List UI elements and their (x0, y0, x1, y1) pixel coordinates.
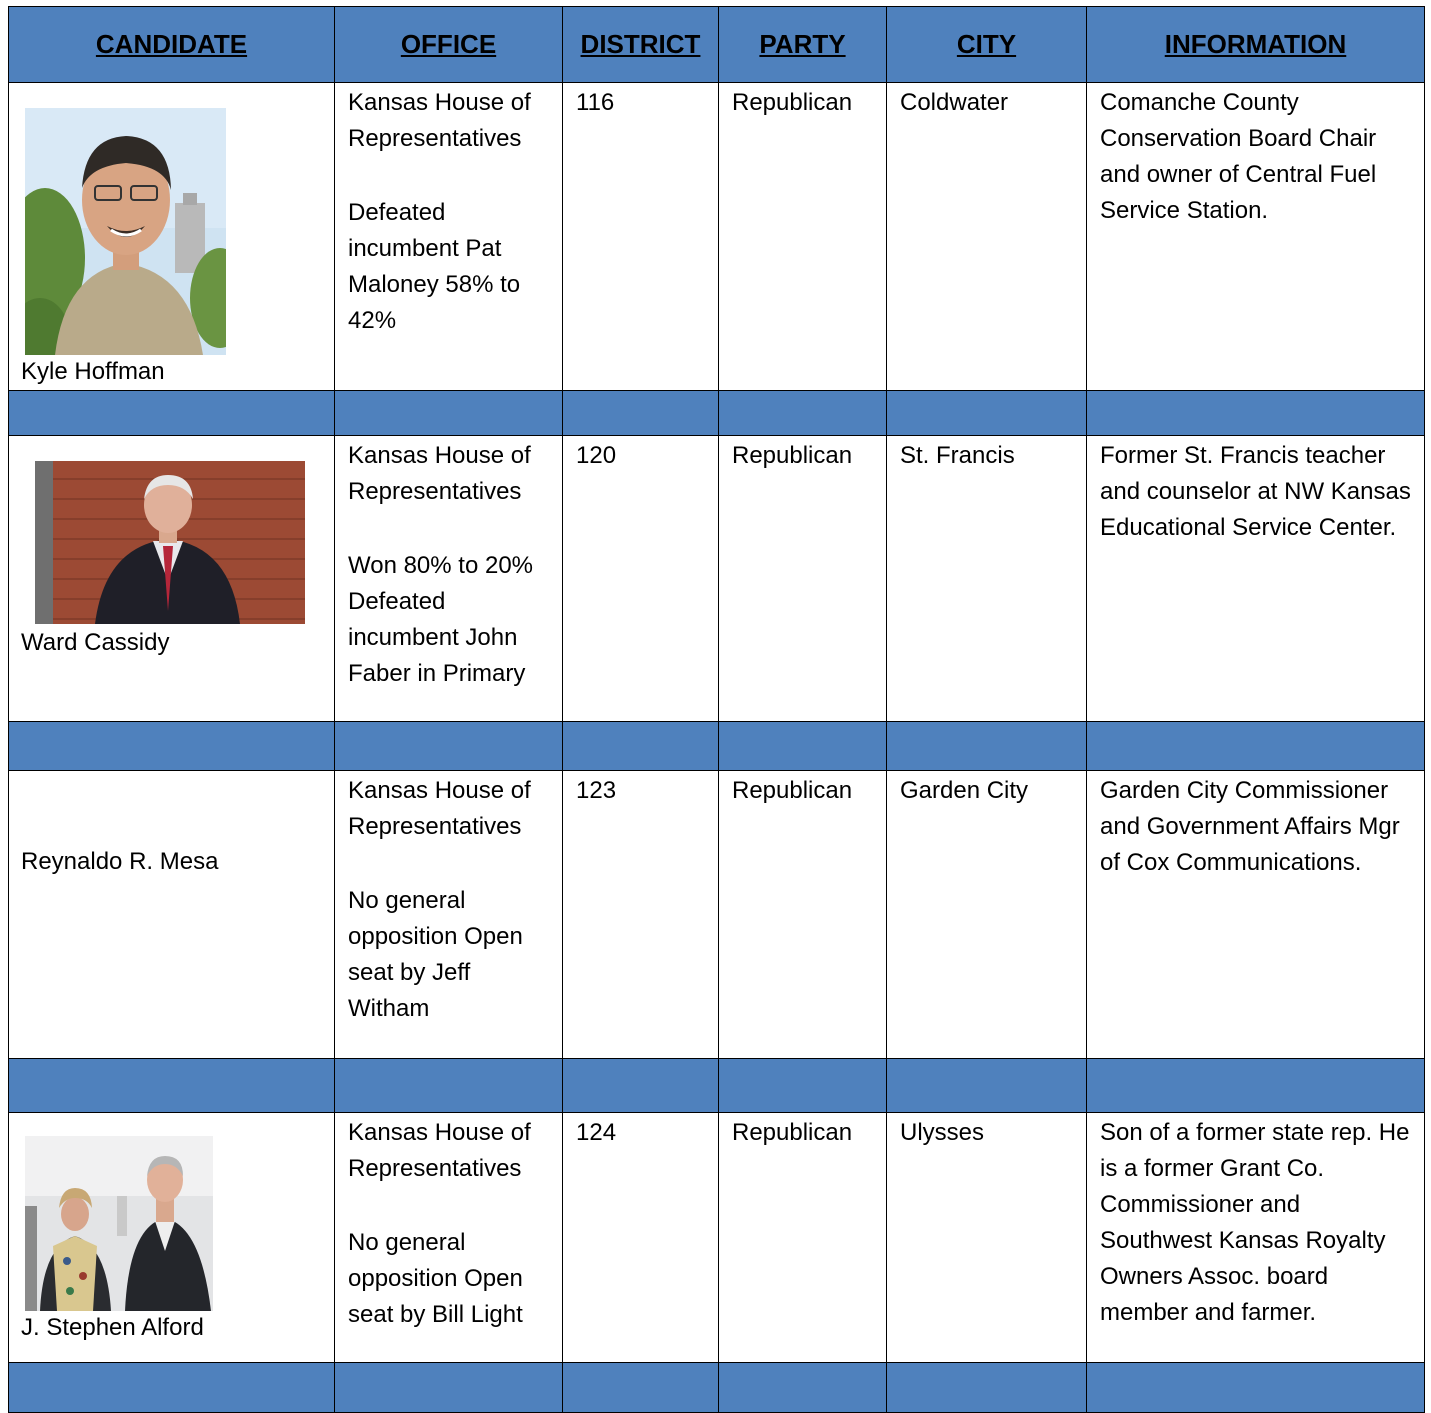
office-note: Won 80% to 20% Defeated incumbent John Faber in Primary (348, 552, 534, 687)
information-cell (1087, 436, 1425, 722)
city-value: Ulysses (900, 1119, 985, 1146)
city-value: Coldwater (900, 89, 1009, 116)
city-cell (887, 1113, 1087, 1363)
office-cell (335, 83, 563, 391)
city-cell (887, 83, 1087, 391)
candidate-photo (25, 1136, 213, 1311)
information-value: Former St. Francis teacher and counselor at NW Kansas Educational Service Center. (1100, 442, 1411, 541)
office-cell (335, 771, 563, 1059)
party-value: Republican (732, 777, 853, 804)
separator-row (9, 722, 1425, 771)
district-value: 120 (576, 442, 617, 469)
header-row (9, 7, 1425, 83)
office-note: Defeated incumbent Pat Maloney 58% to 42% (348, 199, 521, 334)
candidate-cell (9, 83, 335, 391)
party-cell (719, 771, 887, 1059)
office-title: Kansas House of Representatives (348, 442, 531, 505)
office-cell (335, 1113, 563, 1363)
party-cell (719, 83, 887, 391)
header-candidate[interactable]: CANDIDATE (9, 7, 335, 83)
header-district[interactable]: DISTRICT (563, 7, 719, 83)
candidate-photo (35, 461, 305, 624)
header-office[interactable]: OFFICE (335, 7, 563, 83)
information-value: Garden City Commissioner and Government Affairs Mgr of Cox Communications. (1100, 777, 1400, 876)
district-value: 123 (576, 777, 617, 804)
office-cell (335, 436, 563, 722)
office-title: Kansas House of Representatives (348, 777, 531, 840)
city-cell (887, 436, 1087, 722)
information-value: Comanche County Conservation Board Chair and owner of Central Fuel Service Station. (1100, 89, 1377, 224)
candidate-name: Ward Cassidy (21, 629, 170, 656)
candidates-table (8, 6, 1425, 1413)
candidate-cell (9, 436, 335, 722)
table-row (9, 436, 1425, 722)
candidate-name: J. Stephen Alford (21, 1314, 204, 1341)
information-cell (1087, 1113, 1425, 1363)
party-value: Republican (732, 1119, 853, 1146)
district-value: 124 (576, 1119, 617, 1146)
table-row (9, 1113, 1425, 1363)
separator-row (9, 391, 1425, 436)
separator-row (9, 1363, 1425, 1413)
city-value: Garden City (900, 777, 1029, 804)
city-value: St. Francis (900, 442, 1015, 469)
district-value: 116 (576, 89, 615, 116)
information-cell (1087, 771, 1425, 1059)
separator-row (9, 1059, 1425, 1113)
candidate-photo (25, 108, 226, 355)
header-city[interactable]: CITY (887, 7, 1087, 83)
party-value: Republican (732, 89, 853, 116)
table-row (9, 83, 1425, 391)
office-note: No general opposition Open seat by Bill Light (348, 1229, 523, 1328)
header-information[interactable]: INFORMATION (1087, 7, 1425, 83)
candidate-cell (9, 771, 335, 1059)
party-cell (719, 436, 887, 722)
office-title: Kansas House of Representatives (348, 89, 531, 152)
party-cell (719, 1113, 887, 1363)
district-cell (563, 436, 719, 722)
candidate-name: Kyle Hoffman (21, 358, 165, 385)
candidate-cell (9, 1113, 335, 1363)
district-cell (563, 1113, 719, 1363)
district-cell (563, 83, 719, 391)
table-row (9, 771, 1425, 1059)
party-value: Republican (732, 442, 853, 469)
candidate-name: Reynaldo R. Mesa (21, 848, 219, 875)
information-cell (1087, 83, 1425, 391)
header-party[interactable]: PARTY (719, 7, 887, 83)
city-cell (887, 771, 1087, 1059)
information-value: Son of a former state rep. He is a former Grant Co. Commissioner and Southwest Kansas Royalty Owners Assoc. board member and farmer. (1100, 1119, 1410, 1326)
office-title: Kansas House of Representatives (348, 1119, 531, 1182)
district-cell (563, 771, 719, 1059)
office-note: No general opposition Open seat by Jeff Witham (348, 887, 523, 1022)
